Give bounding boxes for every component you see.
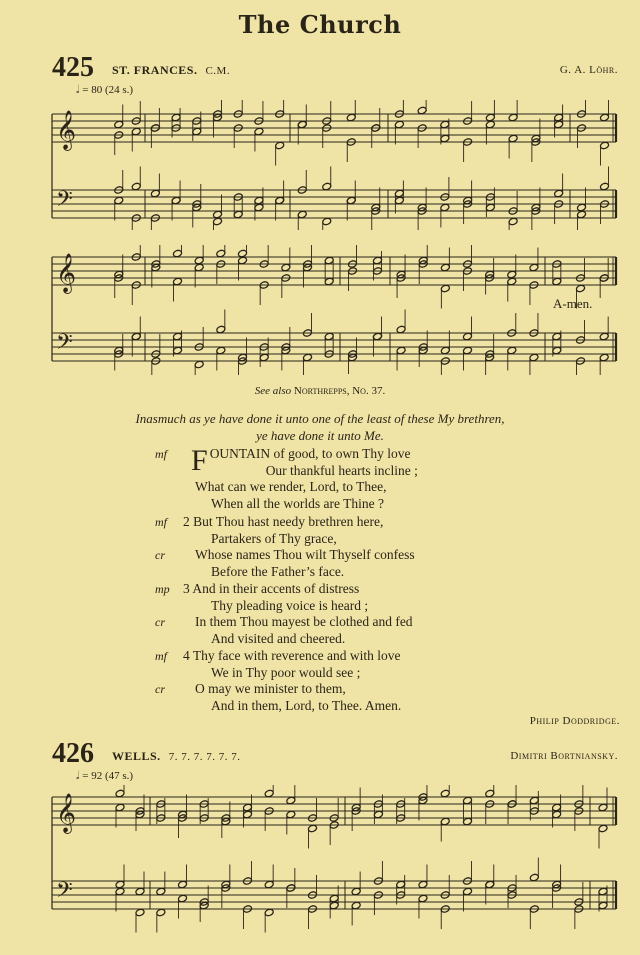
scripture-line: Inasmuch as ye have done it unto one of the least of these My brethren, xyxy=(135,411,505,426)
note-head xyxy=(178,894,188,903)
note-head xyxy=(440,817,450,826)
verse-text: OUNTAIN of good, to own Thy love xyxy=(209,446,411,461)
verse-line xyxy=(155,681,535,698)
note-head xyxy=(150,189,160,198)
note-head xyxy=(600,182,610,191)
stanza-3 xyxy=(155,581,535,647)
stanza-4 xyxy=(155,648,535,714)
note-head xyxy=(440,284,450,293)
bass-clef: 𝄢 xyxy=(56,187,73,217)
stanza-2 xyxy=(155,514,535,580)
scripture-line: ye have done it unto Me. xyxy=(256,428,384,443)
note-head xyxy=(440,346,450,355)
note-head xyxy=(324,332,334,341)
note-head xyxy=(576,284,586,293)
note-head xyxy=(440,120,450,129)
note-head xyxy=(213,217,223,226)
note-head xyxy=(173,332,183,341)
note-head xyxy=(529,353,539,362)
note-head xyxy=(485,113,495,122)
note-head xyxy=(178,880,188,889)
treble-clef: 𝄞 xyxy=(56,793,77,833)
note-head xyxy=(254,127,264,136)
note-head xyxy=(507,270,517,279)
note-head xyxy=(507,346,517,355)
verse-text: Our thankful hearts incline ; xyxy=(265,462,418,478)
note-head xyxy=(396,346,406,355)
note-head xyxy=(286,796,296,805)
verse-line xyxy=(155,479,535,496)
dynamic-mark: cr xyxy=(155,615,165,629)
note-head xyxy=(463,817,473,826)
verse-line xyxy=(155,564,535,581)
verse-text: Partakers of Thy grace, xyxy=(211,530,337,546)
verse-line xyxy=(155,581,535,598)
verse-line xyxy=(155,547,535,564)
see-also-tune: Northrepps xyxy=(293,385,347,397)
note-head xyxy=(440,263,450,272)
note-head xyxy=(396,880,406,889)
note-head xyxy=(329,901,339,910)
note-head xyxy=(599,332,609,341)
composer: G. A. Löhr. xyxy=(559,64,618,76)
verse-line xyxy=(155,531,535,548)
note-head xyxy=(194,256,204,265)
note-head xyxy=(599,353,609,362)
note-head xyxy=(554,120,564,129)
note-head xyxy=(264,789,274,798)
note-head xyxy=(485,203,495,212)
dynamic-mark: cr xyxy=(155,548,165,562)
note-head xyxy=(463,887,473,896)
note-head xyxy=(508,113,518,122)
note-head xyxy=(216,249,226,258)
tempo-marking: 𝅗𝅥 = 92 (47 s.) xyxy=(76,770,134,782)
note-head xyxy=(463,796,473,805)
note-head xyxy=(577,203,587,212)
note-head xyxy=(440,789,450,798)
note-head xyxy=(254,203,264,212)
verse-text: Whose names Thou wilt Thyself confess xyxy=(195,547,415,562)
note-head xyxy=(351,887,361,896)
dynamic-mark: mf xyxy=(155,447,167,461)
note-head xyxy=(243,810,253,819)
note-head xyxy=(131,127,141,136)
tune-meter: 7. 7. 7. 7. 7. 7. xyxy=(168,751,241,763)
page-title: The Church xyxy=(238,10,402,39)
note-head xyxy=(216,325,226,334)
music-system-1 xyxy=(50,100,620,230)
note-head xyxy=(396,325,406,334)
note-head xyxy=(259,353,269,362)
tune-title: WELLS. xyxy=(112,749,161,763)
music-system-2 xyxy=(50,245,620,375)
tune-name xyxy=(112,749,240,764)
amen-label: A-men. xyxy=(553,296,593,311)
note-head xyxy=(485,120,495,129)
verse-text: 3 And in their accents of distress xyxy=(183,581,360,596)
note-head xyxy=(114,196,124,205)
drop-cap: F xyxy=(191,444,208,477)
hymn-number: 425 xyxy=(52,52,94,83)
note-head xyxy=(485,789,495,798)
note-head xyxy=(156,887,166,896)
verse-line xyxy=(155,665,535,682)
note-head xyxy=(418,894,428,903)
verse-line xyxy=(155,648,535,665)
note-head xyxy=(114,120,124,129)
see-also-ref: , No. 37. xyxy=(346,385,386,397)
treble-clef: 𝄞 xyxy=(56,253,77,293)
note-head xyxy=(394,120,404,129)
note-head xyxy=(131,182,141,191)
bass-clef: 𝄢 xyxy=(56,878,73,908)
verse-line xyxy=(155,598,535,615)
verse-text: In them Thou mayest be clothed and fed xyxy=(195,614,413,629)
note-head xyxy=(238,256,248,265)
note-head xyxy=(552,346,562,355)
note-head xyxy=(394,189,404,198)
note-head xyxy=(243,803,253,812)
note-head xyxy=(135,908,145,917)
note-head xyxy=(171,113,181,122)
note-head xyxy=(303,353,313,362)
note-head xyxy=(297,210,307,219)
note-head xyxy=(192,127,202,136)
verse-text: Before the Father’s face. xyxy=(211,563,345,579)
verse-text: Thy pleading voice is heard ; xyxy=(211,597,369,613)
note-head xyxy=(324,256,334,265)
note-head xyxy=(173,346,183,355)
note-head xyxy=(529,263,539,272)
note-head xyxy=(507,277,517,286)
dynamic-mark: mf xyxy=(155,515,167,529)
verse-line xyxy=(155,463,535,480)
verse-line xyxy=(155,514,535,531)
note-head xyxy=(115,887,125,896)
composer: Dimitri Bortniansky. xyxy=(510,750,618,762)
note-head xyxy=(373,256,383,265)
note-head xyxy=(598,824,608,833)
note-head xyxy=(322,217,332,226)
note-head xyxy=(440,134,450,143)
note-head xyxy=(417,106,427,115)
note-head xyxy=(194,360,204,369)
note-head xyxy=(598,901,608,910)
note-head xyxy=(275,141,285,150)
treble-clef: 𝄞 xyxy=(56,110,77,150)
tune-meter: C.M. xyxy=(205,65,231,77)
note-head xyxy=(394,196,404,205)
verse-text: When all the worlds are Thine ? xyxy=(211,495,384,511)
verse-text: And visited and cheered. xyxy=(211,630,346,646)
note-head xyxy=(286,810,296,819)
note-head xyxy=(485,880,495,889)
note-head xyxy=(216,346,226,355)
note-head xyxy=(115,803,125,812)
see-also-prefix: See also xyxy=(254,385,292,397)
note-head xyxy=(194,263,204,272)
note-head xyxy=(264,880,274,889)
verse-line xyxy=(155,698,535,715)
note-head xyxy=(346,196,356,205)
note-head xyxy=(373,332,383,341)
scripture-quote xyxy=(40,410,600,444)
hymn-number: 426 xyxy=(52,738,94,769)
note-head xyxy=(213,210,223,219)
bass-clef: 𝄢 xyxy=(56,330,73,360)
verse-text: We in Thy poor would see ; xyxy=(211,664,361,680)
note-head xyxy=(233,210,243,219)
note-head xyxy=(463,332,473,341)
note-head xyxy=(552,803,562,812)
tune-title: ST. FRANCES. xyxy=(112,63,198,77)
note-head xyxy=(552,332,562,341)
note-head xyxy=(135,887,145,896)
verse-line xyxy=(155,631,535,648)
note-head xyxy=(600,141,610,150)
note-head xyxy=(115,880,125,889)
note-head xyxy=(329,894,339,903)
tune-name xyxy=(112,63,230,78)
note-head xyxy=(297,120,307,129)
tempo-marking: 𝅗𝅥 = 80 (24 s.) xyxy=(76,84,134,96)
note-head xyxy=(351,901,361,910)
hymn-author: Philip Doddridge. xyxy=(529,715,620,727)
note-head xyxy=(529,796,539,805)
note-head xyxy=(373,810,383,819)
note-head xyxy=(529,873,539,882)
note-head xyxy=(322,182,332,191)
note-head xyxy=(238,249,248,258)
verse-text: O may we minister to them, xyxy=(195,681,346,696)
note-head xyxy=(281,263,291,272)
note-head xyxy=(554,189,564,198)
note-head xyxy=(275,196,285,205)
note-head xyxy=(173,249,183,258)
note-head xyxy=(324,277,334,286)
note-head xyxy=(173,277,183,286)
dynamic-mark: mf xyxy=(155,649,167,663)
note-head xyxy=(156,908,166,917)
note-head xyxy=(508,217,518,226)
verse-text: 2 But Thou hast needy brethren here, xyxy=(183,514,384,529)
music-system-3 xyxy=(50,785,620,950)
dynamic-mark: mp xyxy=(155,582,170,596)
note-head xyxy=(131,332,141,341)
note-head xyxy=(554,113,564,122)
verse-text: 4 Thy face with reverence and with love xyxy=(183,648,401,663)
note-head xyxy=(254,196,264,205)
verse-text: What can we render, Lord, to Thee, xyxy=(195,479,387,494)
note-head xyxy=(598,803,608,812)
verse-line xyxy=(155,496,535,513)
note-head xyxy=(508,134,518,143)
note-head xyxy=(418,880,428,889)
note-head xyxy=(171,196,181,205)
note-head xyxy=(264,908,274,917)
verse-text: And in them, Lord, to Thee. Amen. xyxy=(211,697,402,713)
note-head xyxy=(598,887,608,896)
note-head xyxy=(440,203,450,212)
see-also xyxy=(0,385,640,397)
note-head xyxy=(552,810,562,819)
note-head xyxy=(115,789,125,798)
note-head xyxy=(308,824,318,833)
note-head xyxy=(577,210,587,219)
note-head xyxy=(552,277,562,286)
dynamic-mark: cr xyxy=(155,682,165,696)
stanza-1 xyxy=(155,446,535,512)
verse-line xyxy=(155,614,535,631)
note-head xyxy=(463,346,473,355)
note-head xyxy=(346,113,356,122)
note-head xyxy=(600,113,610,122)
